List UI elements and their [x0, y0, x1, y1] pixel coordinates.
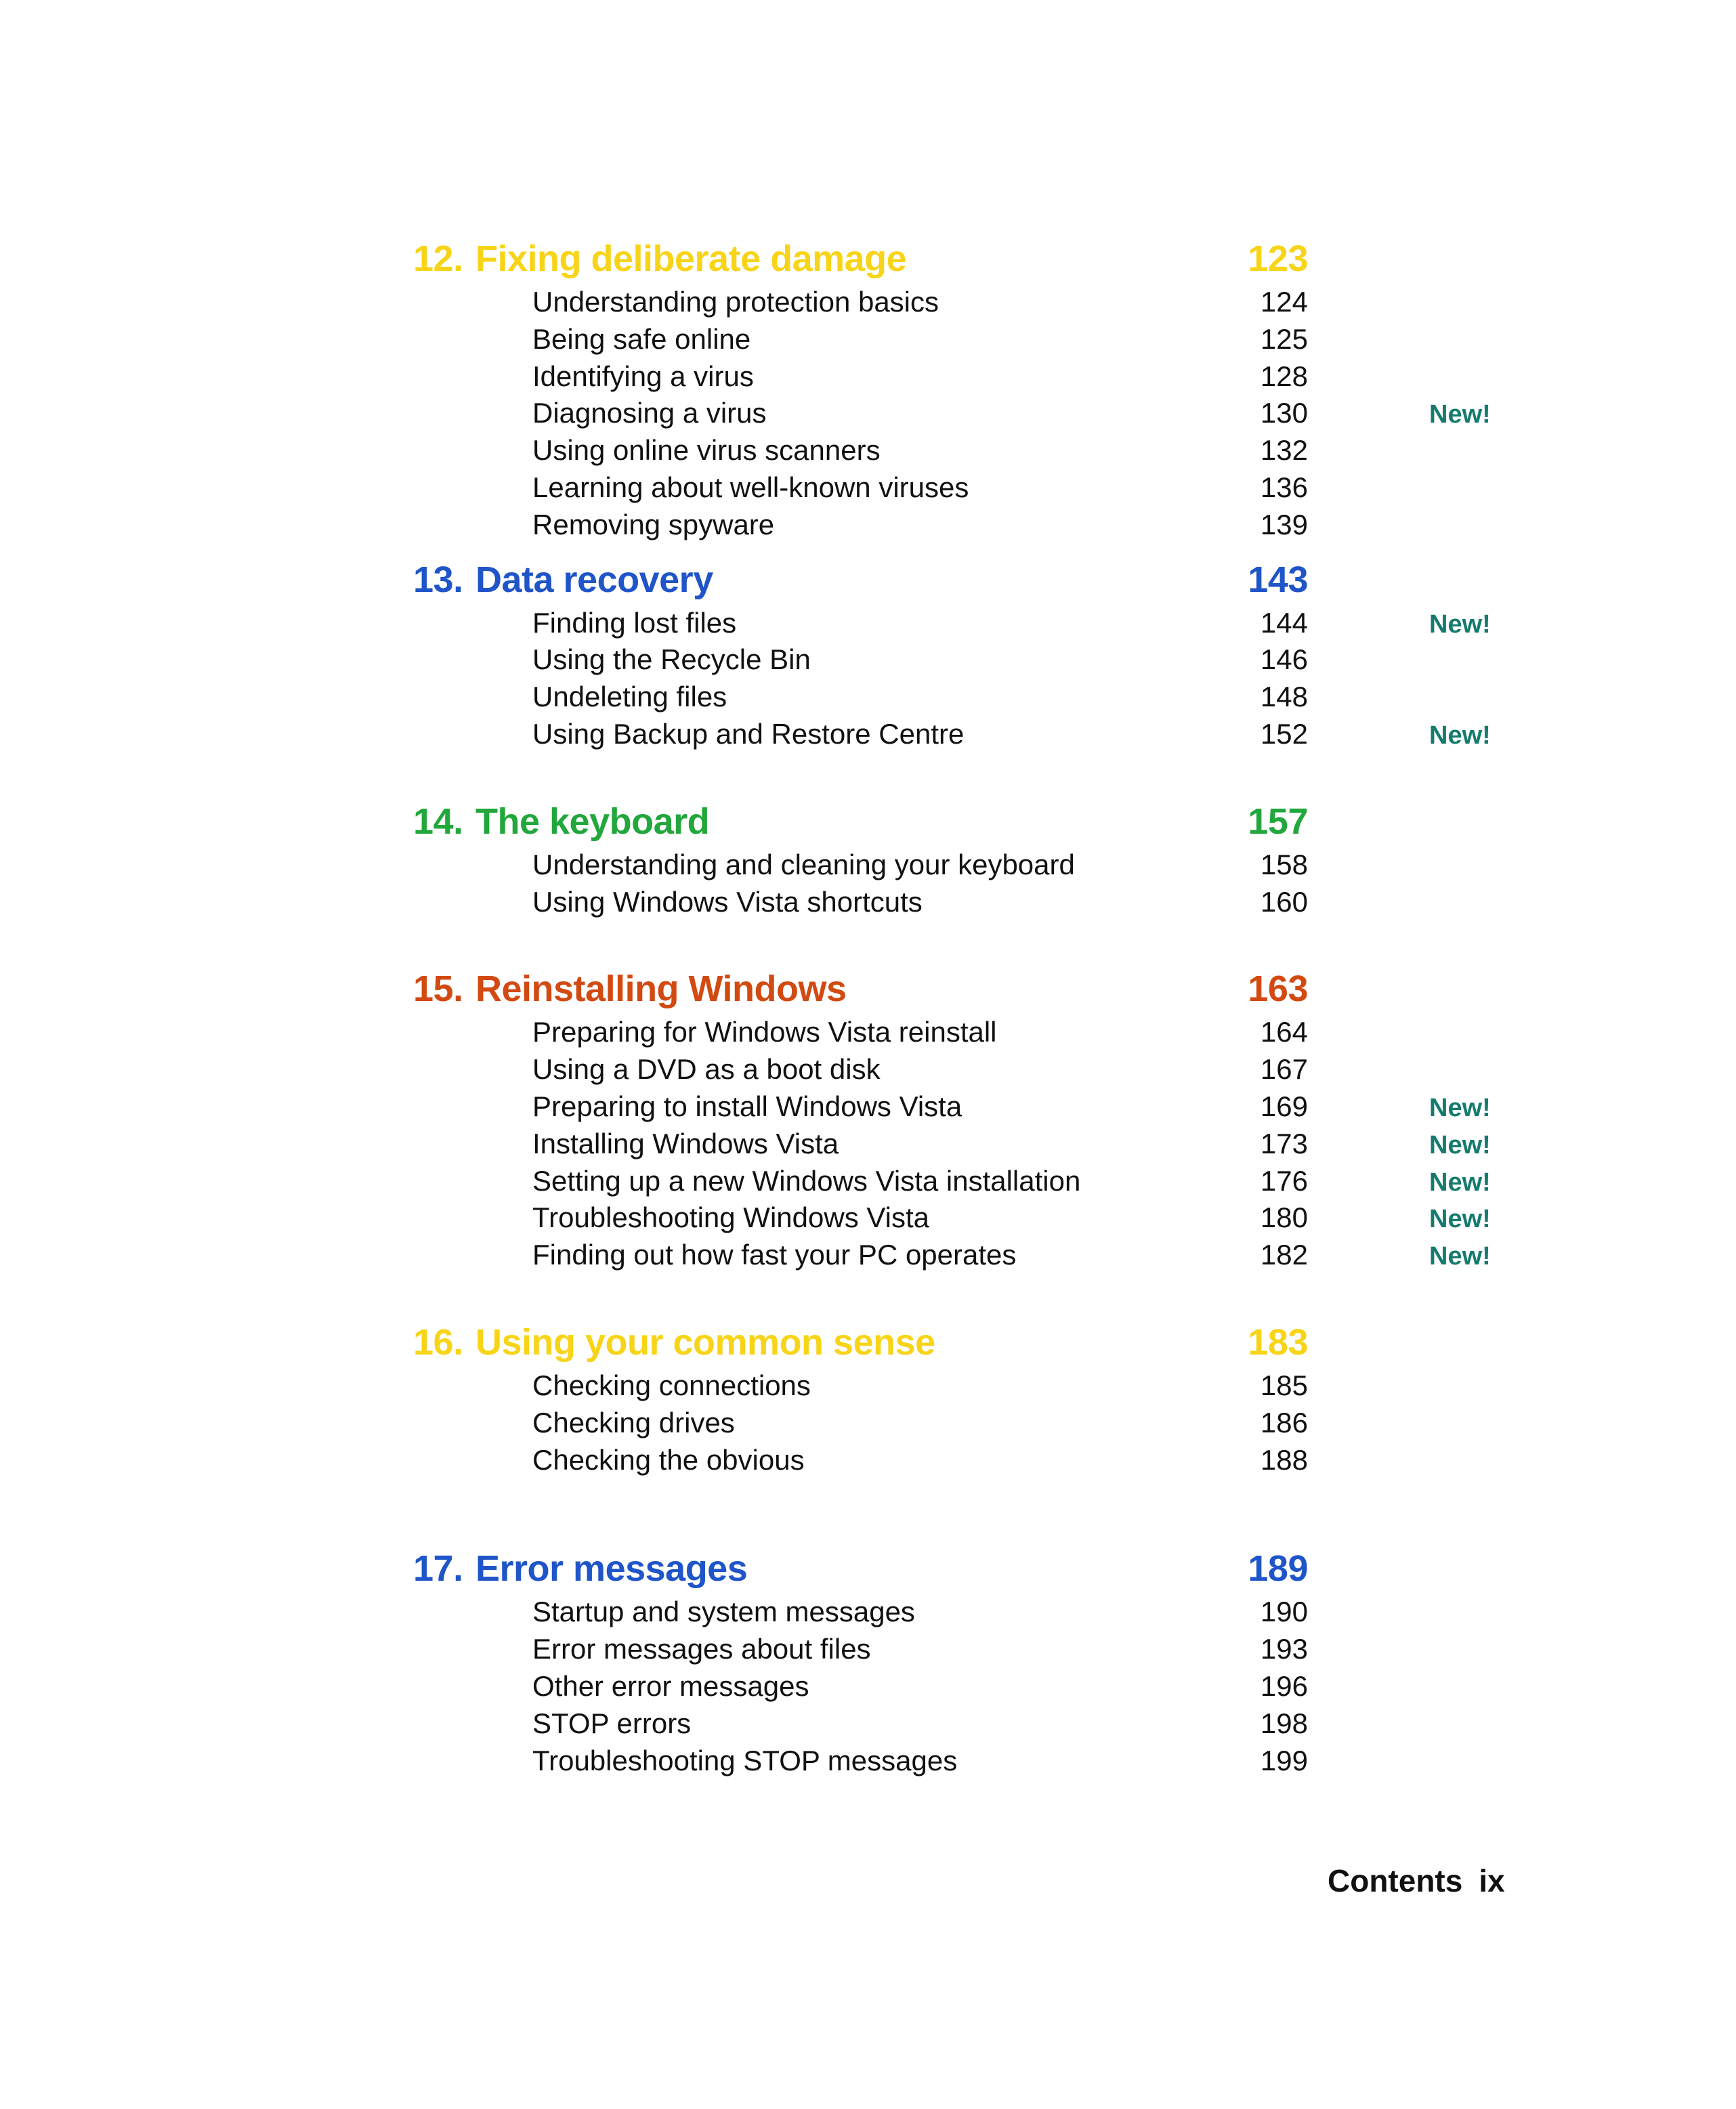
entry-title: STOP errors [532, 1707, 692, 1739]
new-badge: New! [1429, 1242, 1491, 1271]
chapter-16 [413, 1317, 1565, 1478]
entry-page: 185 [1260, 1369, 1308, 1401]
entry-page: 160 [1260, 885, 1308, 918]
entry-title: Using online virus scanners [532, 434, 881, 467]
toc-entry[interactable] [413, 1594, 1565, 1631]
toc-entry[interactable] [413, 1743, 1565, 1780]
chapter-heading[interactable] [413, 555, 1565, 605]
entry-title: Undeleting files [532, 681, 727, 713]
entry-title: Finding lost files [532, 606, 737, 639]
toc-entry[interactable] [413, 1442, 1565, 1479]
entry-page: 124 [1260, 286, 1308, 318]
chapter-heading[interactable] [413, 964, 1565, 1014]
toc-entry[interactable] [413, 1631, 1565, 1668]
toc-entry[interactable] [413, 884, 1565, 921]
entry-page: 176 [1260, 1164, 1308, 1197]
chapter-page: 143 [1248, 559, 1308, 600]
chapter-number: 15. [413, 968, 463, 1010]
entry-title: Using Backup and Restore Centre [532, 717, 965, 750]
entry-title: Setting up a new Windows Vista installation [532, 1164, 1081, 1197]
entry-page: 193 [1260, 1633, 1308, 1665]
page-footer [1328, 1859, 1505, 1902]
entry-page: 146 [1260, 643, 1308, 676]
toc-entry[interactable] [413, 847, 1565, 884]
toc-entry[interactable] [413, 1405, 1565, 1442]
entry-page: 152 [1260, 717, 1308, 750]
entry-page: 173 [1260, 1127, 1308, 1159]
entry-title: Error messages about files [532, 1633, 871, 1665]
toc-entry[interactable] [413, 679, 1565, 716]
chapter-15 [413, 964, 1565, 1274]
toc-entry[interactable] [413, 358, 1565, 396]
new-badge: New! [1429, 1168, 1491, 1197]
footer-page-number: ix [1479, 1863, 1505, 1898]
chapter-heading[interactable] [413, 796, 1565, 847]
entry-page: 132 [1260, 434, 1308, 467]
chapter-number: 12. [413, 238, 463, 279]
entry-title: Diagnosing a virus [532, 397, 767, 429]
entry-page: 188 [1260, 1443, 1308, 1476]
entry-title: Identifying a virus [532, 360, 754, 392]
toc-entry[interactable] [413, 284, 1565, 321]
footer-label: Contents [1328, 1863, 1463, 1898]
chapter-title: Reinstalling Windows [475, 968, 847, 1010]
entry-list [413, 847, 1565, 921]
chapter-title: Using your common sense [475, 1321, 935, 1363]
entry-title: Checking drives [532, 1406, 735, 1439]
chapter-heading[interactable] [413, 1317, 1565, 1367]
entry-title: Preparing for Windows Vista reinstall [532, 1016, 997, 1048]
entry-title: Other error messages [532, 1669, 809, 1702]
chapter-number: 13. [413, 559, 463, 600]
entry-page: 196 [1260, 1669, 1308, 1702]
chapter-title: Data recovery [475, 559, 713, 600]
entry-list [413, 1367, 1565, 1478]
toc-entry[interactable] [413, 1668, 1565, 1705]
table-of-contents [413, 234, 1565, 1779]
new-badge: New! [1429, 1130, 1491, 1159]
entry-title: Using a DVD as a boot disk [532, 1053, 881, 1086]
chapter-12 [413, 234, 1565, 544]
toc-entry[interactable] [413, 716, 1565, 753]
toc-entry[interactable] [413, 395, 1565, 432]
entry-page: 130 [1260, 397, 1308, 429]
new-badge: New! [1429, 400, 1491, 429]
chapter-13 [413, 555, 1565, 753]
new-badge: New! [1429, 1093, 1491, 1122]
chapter-page: 123 [1248, 238, 1308, 279]
toc-entry[interactable] [413, 321, 1565, 358]
chapter-page: 183 [1248, 1321, 1308, 1363]
chapter-title: Error messages [475, 1548, 748, 1590]
toc-entry[interactable] [413, 641, 1565, 679]
entry-title: Preparing to install Windows Vista [532, 1090, 962, 1122]
entry-title: Learning about well-known viruses [532, 471, 969, 503]
chapter-14 [413, 796, 1565, 921]
entry-title: Troubleshooting STOP messages [532, 1744, 958, 1776]
entry-title: Being safe online [532, 322, 751, 355]
entry-list [413, 284, 1565, 544]
new-badge: New! [1429, 610, 1491, 639]
chapter-page: 189 [1248, 1548, 1308, 1590]
entry-title: Checking connections [532, 1369, 811, 1401]
entry-title: Troubleshooting Windows Vista [532, 1201, 929, 1234]
toc-entry[interactable] [413, 1237, 1565, 1274]
toc-entry[interactable] [413, 605, 1565, 642]
toc-entry[interactable] [413, 469, 1565, 507]
entry-title: Checking the obvious [532, 1443, 805, 1476]
entry-page: 158 [1260, 848, 1308, 880]
entry-page: 136 [1260, 471, 1308, 503]
chapter-number: 17. [413, 1548, 463, 1590]
toc-entry[interactable] [413, 1163, 1565, 1200]
entry-page: 182 [1260, 1239, 1308, 1271]
toc-entry[interactable] [413, 507, 1565, 544]
entry-list [413, 1014, 1565, 1274]
entry-title: Finding out how fast your PC operates [532, 1239, 1017, 1271]
entry-title: Understanding protection basics [532, 286, 939, 318]
chapter-title: The keyboard [475, 801, 710, 842]
entry-page: 125 [1260, 322, 1308, 355]
entry-title: Using the Recycle Bin [532, 643, 811, 676]
chapter-heading[interactable] [413, 1543, 1565, 1594]
toc-entry[interactable] [413, 1199, 1565, 1237]
entry-page: 190 [1260, 1596, 1308, 1628]
chapter-heading[interactable] [413, 234, 1565, 284]
toc-entry[interactable] [413, 1088, 1565, 1126]
entry-page: 180 [1260, 1201, 1308, 1234]
new-badge: New! [1429, 1205, 1491, 1234]
toc-entry[interactable] [413, 1014, 1565, 1051]
entry-page: 128 [1260, 360, 1308, 392]
entry-page: 144 [1260, 606, 1308, 639]
entry-page: 198 [1260, 1707, 1308, 1739]
chapter-17 [413, 1543, 1565, 1779]
entry-title: Removing spyware [532, 508, 775, 540]
entry-page: 186 [1260, 1406, 1308, 1439]
entry-list [413, 605, 1565, 753]
new-badge: New! [1429, 721, 1491, 750]
entry-page: 199 [1260, 1744, 1308, 1776]
entry-page: 164 [1260, 1016, 1308, 1048]
entry-page: 169 [1260, 1090, 1308, 1122]
entry-page: 167 [1260, 1053, 1308, 1086]
entry-page: 139 [1260, 508, 1308, 540]
toc-entry[interactable] [413, 1126, 1565, 1163]
entry-title: Startup and system messages [532, 1596, 915, 1628]
chapter-page: 163 [1248, 968, 1308, 1010]
chapter-page: 157 [1248, 801, 1308, 842]
chapter-title: Fixing deliberate damage [475, 238, 907, 279]
toc-entry[interactable] [413, 1367, 1565, 1405]
chapter-number: 14. [413, 801, 463, 842]
entry-title: Installing Windows Vista [532, 1127, 839, 1159]
chapter-number: 16. [413, 1321, 463, 1363]
entry-list [413, 1594, 1565, 1779]
toc-entry[interactable] [413, 1051, 1565, 1088]
entry-title: Understanding and cleaning your keyboard [532, 848, 1075, 880]
toc-entry[interactable] [413, 432, 1565, 469]
entry-title: Using Windows Vista shortcuts [532, 885, 923, 918]
entry-page: 148 [1260, 681, 1308, 713]
toc-entry[interactable] [413, 1705, 1565, 1743]
